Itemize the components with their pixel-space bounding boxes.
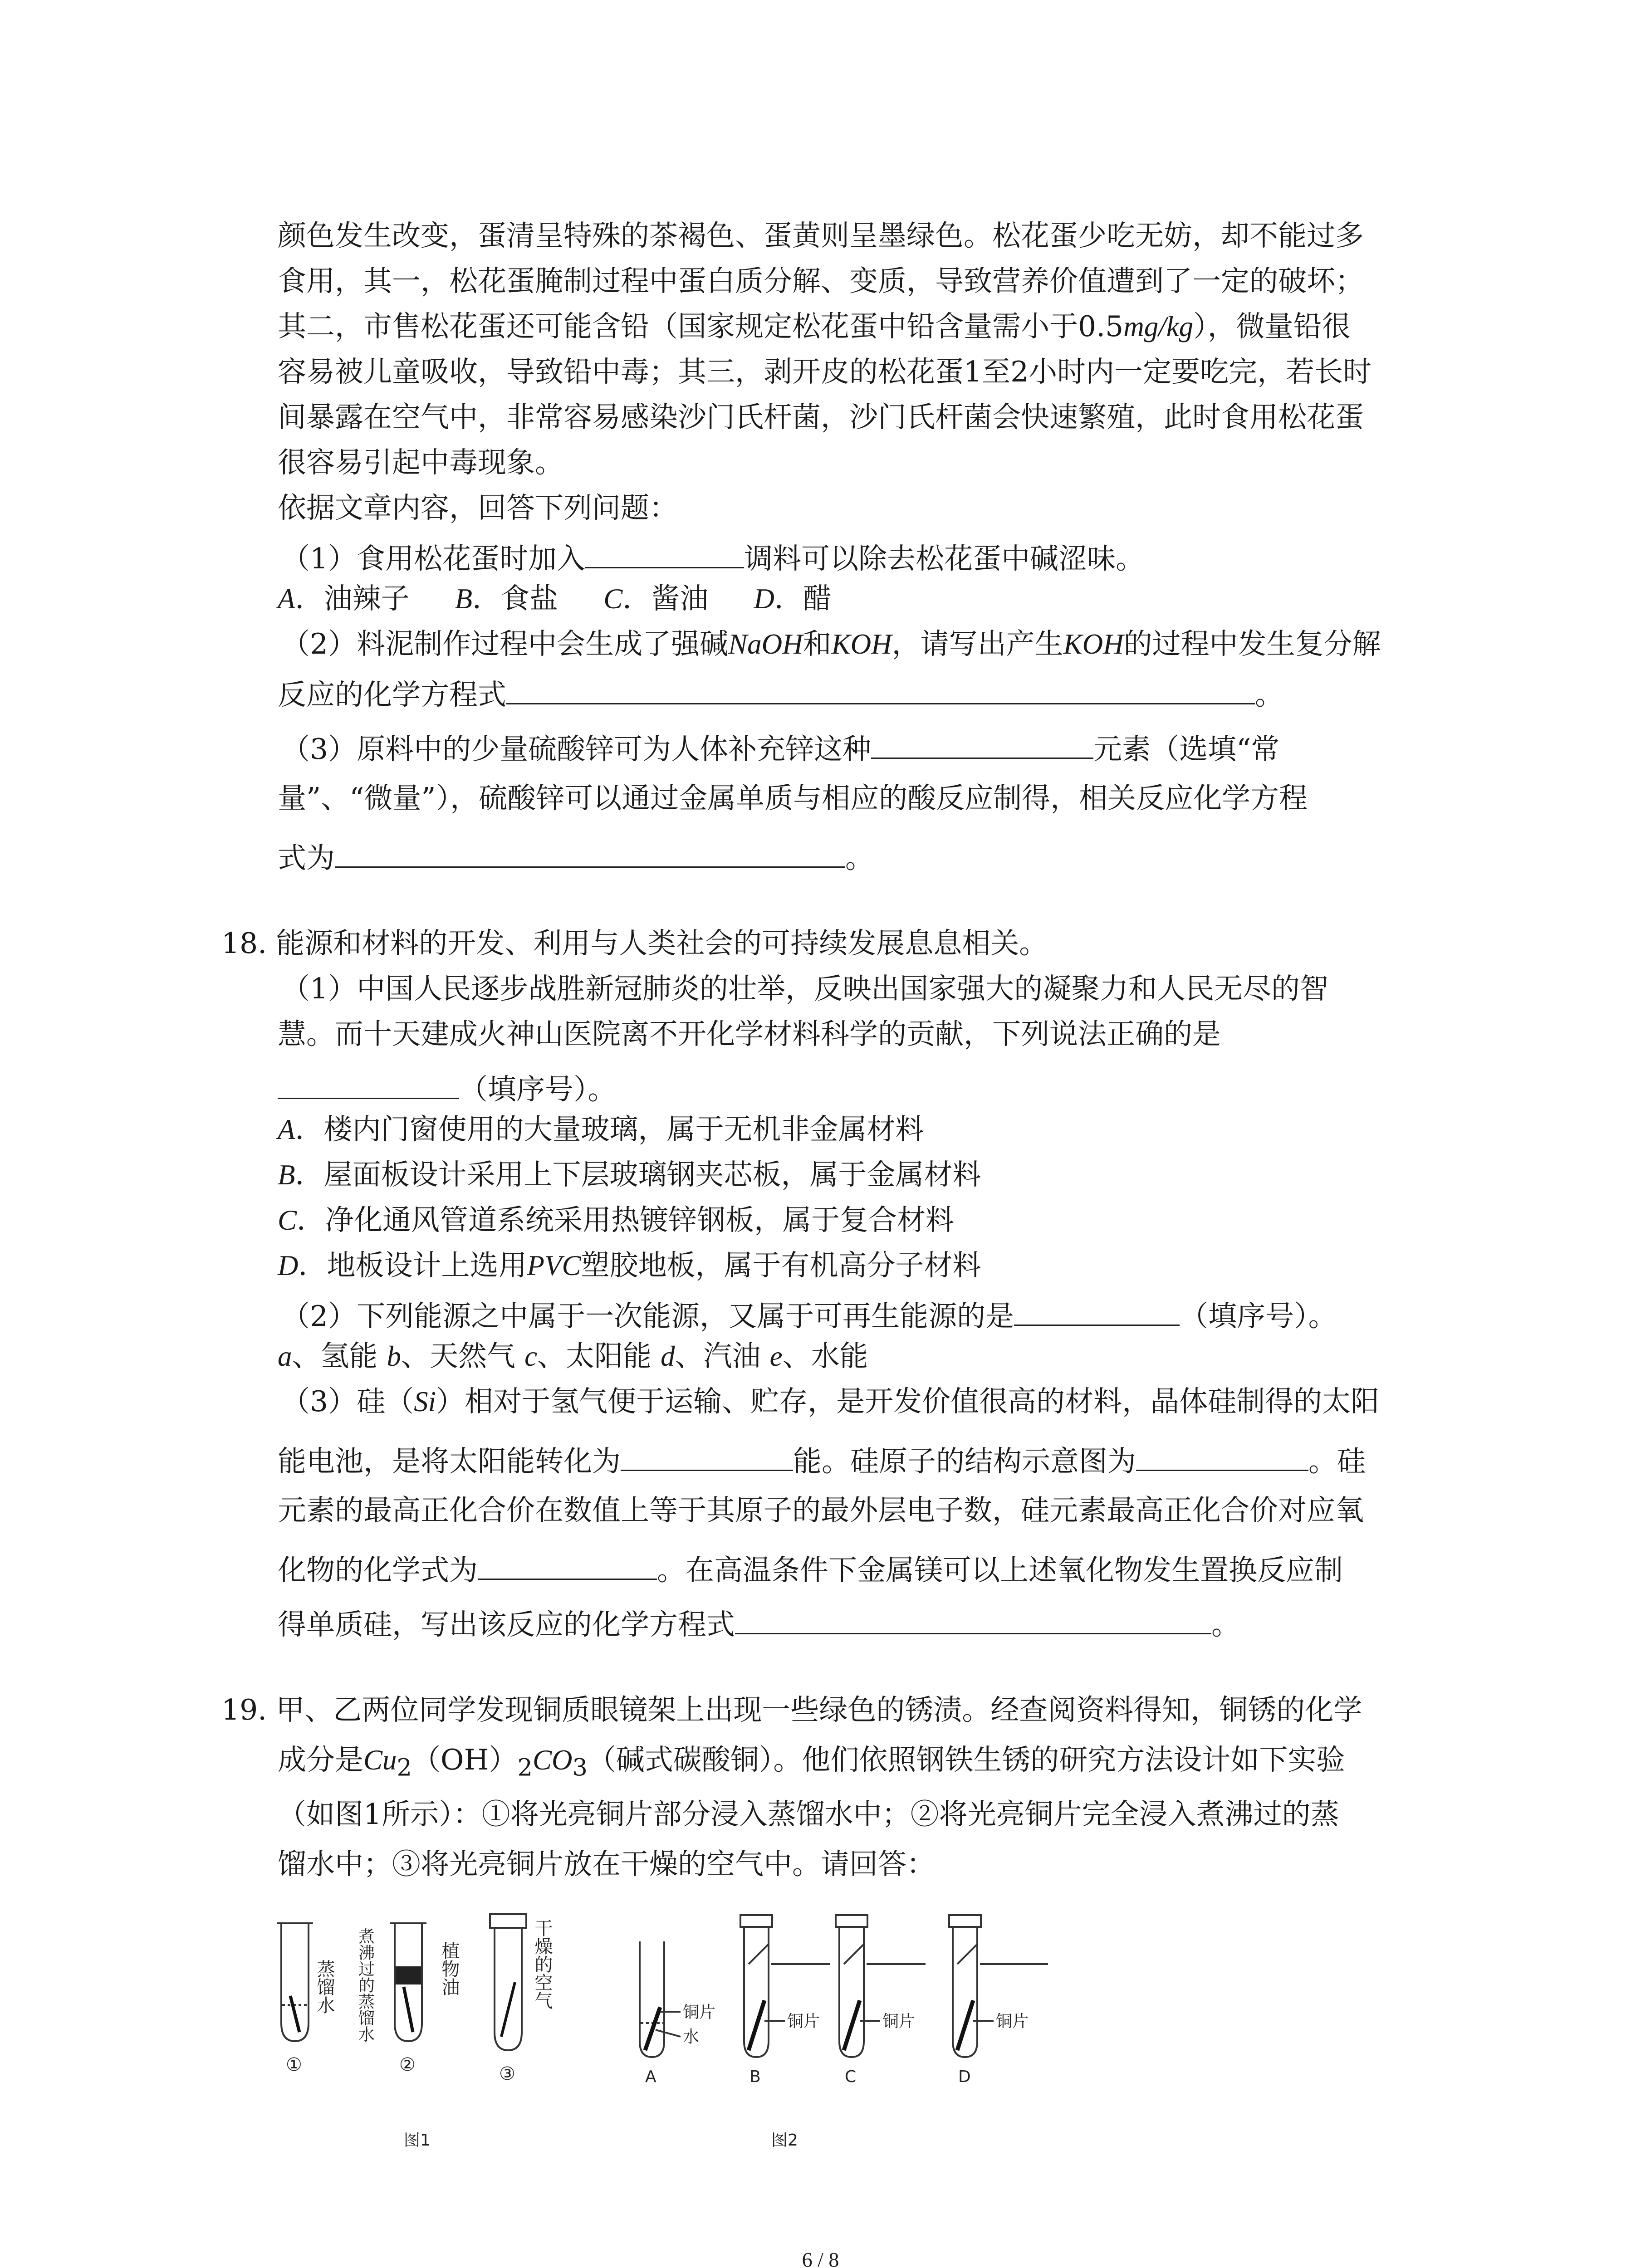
option-letter: C <box>278 1204 297 1236</box>
q18-text: 。 <box>1211 1608 1240 1641</box>
option-letter: A <box>278 1114 295 1145</box>
option-text: 、水能 <box>782 1339 868 1373</box>
option-text: 、氢能 <box>292 1339 378 1373</box>
q19-line-2 <box>278 1745 1345 1780</box>
tube-letter-d: D <box>958 2068 971 2086</box>
q18-text: 得单质硅，写出该反应的化学方程式 <box>278 1608 735 1641</box>
q18-part3-cont <box>278 1442 1366 1476</box>
option-text: ．食盐 <box>472 582 558 615</box>
tube-number-3: ③ <box>499 2063 515 2084</box>
answer-blank[interactable] <box>735 1605 1211 1634</box>
q17-text: 元素（选填“常 <box>1093 733 1280 766</box>
tube-number-1: ① <box>286 2054 302 2075</box>
q17-text: （2）料泥制作过程中会生成了强碱 <box>281 627 729 660</box>
q18-text: （填序号）。 <box>1180 1300 1337 1333</box>
q18-option-c <box>278 1203 955 1237</box>
tube-letter-a: A <box>645 2068 656 2086</box>
q17-part3-end <box>278 838 874 875</box>
option-letter: a <box>278 1340 292 1372</box>
formula-koh: KOH <box>831 628 892 660</box>
option-letter: A <box>278 583 295 615</box>
q18-text: （2）下列能源之中属于一次能源，又属于可再生能源的是 <box>281 1300 1014 1333</box>
q17-options <box>278 584 832 613</box>
option-text: ．楼内门窗使用的大量玻璃，属于无机非金属材料 <box>295 1113 924 1146</box>
option-text: ．屋面板设计采用上下层玻璃钢夹芯板，属于金属材料 <box>295 1158 981 1191</box>
formula-si: Si <box>414 1386 436 1418</box>
q17-part3 <box>281 729 1280 766</box>
option-text: ．醋 <box>774 582 832 615</box>
option-text: ．酱油 <box>622 582 709 615</box>
q17-text: 和 <box>803 627 832 660</box>
formula-koh: KOH <box>1063 628 1124 660</box>
option-letter: D <box>278 1250 299 1281</box>
q17-part1-text: 调料可以除去松花蛋中碱涩味。 <box>744 542 1145 575</box>
q18-part3-end <box>278 1605 1240 1639</box>
option-letter: b <box>387 1340 402 1372</box>
q18-part3-cont2: 元素的最高正化合价在数值上等于其原子的最外层电子数，硅元素最高正化合价对应氧 <box>278 1494 1364 1527</box>
option-letter: B <box>278 1159 295 1191</box>
answer-blank[interactable] <box>621 1442 793 1471</box>
q17-part1-text: （1）食用松花蛋时加入 <box>281 542 586 575</box>
figure-1-caption: 图1 <box>404 2131 431 2150</box>
tube-number-2: ② <box>399 2054 416 2075</box>
label-copper-a: 铜片 <box>683 2003 716 2022</box>
q17-part2-cont <box>278 675 1283 709</box>
q18-text: （3）硅（ <box>281 1385 414 1418</box>
label-water-a: 水 <box>683 2028 700 2046</box>
test-tube-d <box>949 1915 1048 2057</box>
answer-blank[interactable] <box>478 1550 657 1580</box>
q19-line-1: 19. 甲、乙两位同学发现铜质眼镜架上出现一些绿色的锈渍。经查阅资料得知，铜锈的化学 <box>221 1693 1362 1726</box>
q18-part3-cont3 <box>278 1550 1343 1587</box>
passage-text: 其二，市售松花蛋还可能含铅（国家规定松花蛋中铅含量需小于0.5 <box>278 310 1124 343</box>
formula-co: CO <box>532 1744 573 1776</box>
option-letter: B <box>455 583 473 615</box>
passage-line-4: 容易被儿童吸收，导致铅中毒；其三，剥开皮的松花蛋1至2小时内一定要吃完，若长时 <box>278 355 1372 388</box>
q18-text: 。硅 <box>1308 1445 1366 1478</box>
q18-text: （填序号）。 <box>459 1073 617 1106</box>
label-plant-oil: 植物油 <box>439 1941 460 1996</box>
label-copper-c: 铜片 <box>882 2012 916 2031</box>
test-tube-c <box>836 1915 926 2057</box>
tube-letter-c: C <box>845 2068 857 2086</box>
option-text: ．净化通风管道系统采用热镀锌钢板，属于复合材料 <box>297 1203 955 1237</box>
q18-option-d <box>278 1251 981 1280</box>
formula-naoh: NaOH <box>728 628 803 660</box>
test-tube-b <box>740 1915 830 2057</box>
subscript: 2 <box>517 1754 533 1782</box>
option-text: 、天然气 <box>401 1339 516 1373</box>
label-distilled-water: 蒸馏水 <box>314 1960 335 2014</box>
q18-option-b <box>278 1160 981 1189</box>
passage-text: ），微量铅很 <box>1193 310 1351 343</box>
q18-text: 化物的化学式为 <box>278 1554 478 1587</box>
q19-line-3: （如图1所示）：①将光亮铜片部分浸入蒸馏水中；②将光亮铜片完全浸入煮沸过的蒸 <box>278 1798 1339 1831</box>
page-number: 6 / 8 <box>802 2248 839 2268</box>
test-tube-a <box>640 1941 681 2057</box>
formula-oh: （OH） <box>411 1743 518 1776</box>
q18-part1-end <box>278 1070 617 1104</box>
answer-blank[interactable] <box>871 729 1093 759</box>
q19-text: 成分是 <box>278 1743 363 1776</box>
q17-text: 。 <box>845 841 874 875</box>
label-copper-d: 铜片 <box>996 2012 1029 2031</box>
answer-blank[interactable] <box>506 675 1255 704</box>
q19-line-4: 馏水中；③将光亮铜片放在干燥的空气中。请回答： <box>278 1848 935 1881</box>
q17-text: 的过程中发生复分解 <box>1123 627 1381 660</box>
q17-text: 反应的化学方程式 <box>278 678 506 711</box>
figure-2-caption: 图2 <box>771 2131 798 2150</box>
formula-pvc: PVC <box>527 1250 581 1281</box>
answer-blank[interactable] <box>278 1070 459 1099</box>
q18-part2-options <box>278 1339 868 1373</box>
q17-part3-cont: 量”、“微量”），硫酸锌可以通过金属单质与相应的酸反应制得，相关反应化学方程 <box>278 782 1308 815</box>
q17-text: 。 <box>1255 678 1283 711</box>
label-boiled-water: 煮沸过的蒸馏水 <box>356 1928 375 2042</box>
q18-text: ）相对于氢气便于运输、贮存，是开发价值很高的材料，晶体硅制得的太阳 <box>436 1385 1380 1418</box>
q18-part1-cont: 慧。而十天建成火神山医院离不开化学材料科学的贡献，下列说法正确的是 <box>278 1017 1221 1051</box>
option-text: ．油辣子 <box>295 582 410 615</box>
option-text: 塑胶地板，属于有机高分子材料 <box>581 1249 981 1282</box>
q18-part3 <box>281 1387 1379 1416</box>
option-letter: C <box>603 583 623 615</box>
passage-line-6: 很容易引起中毒现象。 <box>278 446 563 479</box>
test-tube-3 <box>490 1914 526 2050</box>
option-text: 、汽油 <box>675 1339 761 1373</box>
answer-blank[interactable] <box>335 838 845 868</box>
q18-stem: 18. 能源和材料的开发、利用与人类社会的可持续发展息息相关。 <box>221 927 1048 960</box>
subscript: 2 <box>397 1754 412 1782</box>
option-letter: c <box>524 1340 538 1372</box>
label-dry-air: 干燥的空气 <box>532 1919 553 2009</box>
q17-part1 <box>281 539 1144 573</box>
option-letter: D <box>754 583 774 615</box>
option-text: 、太阳能 <box>537 1339 652 1373</box>
passage-line-5: 间暴露在空气中，非常容易感染沙门氏杆菌，沙门氏杆菌会快速繁殖，此时食用松花蛋 <box>278 401 1364 434</box>
q17-text: ，请写出产生 <box>892 627 1063 660</box>
answer-blank[interactable] <box>585 539 744 568</box>
q18-text: 能电池，是将太阳能转化为 <box>278 1445 621 1478</box>
formula-cu: Cu <box>363 1744 397 1776</box>
passage-line-1: 颜色发生改变，蛋清呈特殊的茶褐色、蛋黄则呈墨绿色。松花蛋少吃无妨，却不能过多 <box>278 219 1364 252</box>
option-letter: d <box>661 1340 675 1372</box>
q18-text: 。在高温条件下金属镁可以上述氧化物发生置换反应制 <box>657 1554 1343 1587</box>
answer-blank[interactable] <box>1136 1442 1308 1471</box>
q18-part2 <box>281 1296 1337 1333</box>
q17-text: 式为 <box>278 841 335 875</box>
experiment-figure <box>272 1901 1089 2155</box>
unit-mgkg: mg/kg <box>1123 311 1194 342</box>
option-letter: e <box>769 1340 783 1372</box>
passage-line-2: 食用，其一，松花蛋腌制过程中蛋白质分解、变质，导致营养价值遭到了一定的破坏； <box>278 264 1364 298</box>
option-text: ．地板设计上选用 <box>298 1249 527 1282</box>
passage-line-3 <box>278 312 1351 341</box>
q19-text: （碱式碳酸铜）。他们依照钢铁生锈的研究方法设计如下实验 <box>587 1743 1345 1776</box>
q18-text: 能。硅原子的结构示意图为 <box>793 1445 1136 1478</box>
subscript: 3 <box>572 1754 588 1782</box>
test-tube-1 <box>277 1923 313 2041</box>
tube-letter-b: B <box>749 2068 761 2086</box>
label-copper-b: 铜片 <box>787 2012 820 2031</box>
answer-blank[interactable] <box>1014 1296 1180 1326</box>
q18-part1: （1）中国人民逐步战胜新冠肺炎的壮举，反映出国家强大的凝聚力和人民无尽的智 <box>281 972 1329 1005</box>
test-tube-2 <box>390 1923 426 2041</box>
q17-part2 <box>281 627 1381 660</box>
instruction-line: 依据文章内容，回答下列问题： <box>278 491 678 524</box>
q17-text: （3）原料中的少量硫酸锌可为人体补充锌这种 <box>281 733 872 766</box>
q18-option-a <box>278 1115 924 1144</box>
